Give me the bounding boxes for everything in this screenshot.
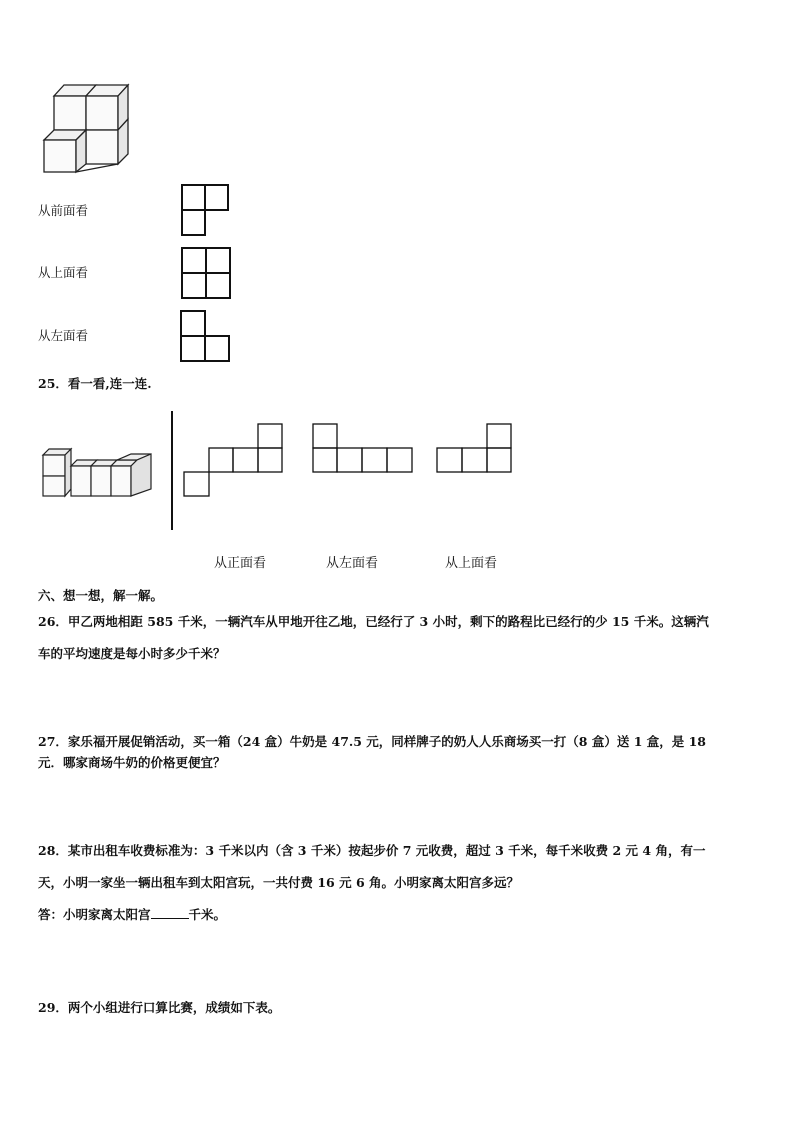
q29-line-1: 29．两个小组进行口算比赛，成绩如下表。 xyxy=(38,1000,281,1015)
q25-view-option-b xyxy=(312,423,414,475)
q27-line-2: 元．哪家商场牛奶的价格更便宜？ xyxy=(38,755,226,770)
q25-label-front: 从正面看 xyxy=(214,556,267,571)
section-6-title: 六、想一想，解一解。 xyxy=(38,588,164,603)
cube-figure-3d xyxy=(40,82,132,174)
front-view-grid xyxy=(181,184,229,238)
q25-view-option-a xyxy=(182,423,284,499)
q25-label-top: 从上面看 xyxy=(445,556,498,571)
q28-answer-suffix: 千米。 xyxy=(188,907,227,922)
q27-line-1: 27．家乐福开展促销活动，买一箱（24 盒）牛奶是 47.5 元，同样牌子的奶人人乐商场买一打（8 盒）送 1 盒，是 18 xyxy=(38,734,706,749)
q28-line-1: 28．某市出租车收费标准为：3 千米以内（含 3 千米）按起步价 7 元收费，超过 3 千米，每千米收费 2 元 4 角，有一 xyxy=(38,843,706,858)
q25-view-option-c xyxy=(436,423,514,475)
q28-answer-prefix: 答：小明家离太阳宫 xyxy=(38,907,151,922)
q25-cube-figure-3d xyxy=(41,445,153,497)
top-view-label: 从上面看 xyxy=(38,265,89,280)
left-view-grid xyxy=(180,310,230,364)
q28-answer xyxy=(38,906,226,923)
q28-answer-blank[interactable] xyxy=(151,906,189,919)
left-view-label: 从左面看 xyxy=(38,328,89,343)
q25-title: 25．看一看,连一连. xyxy=(38,376,152,391)
front-view-label: 从前面看 xyxy=(38,203,89,218)
q25-label-left: 从左面看 xyxy=(326,556,379,571)
q28-line-2: 天，小明一家坐一辆出租车到太阳宫玩，一共付费 16 元 6 角。小明家离太阳宫多远？ xyxy=(38,875,520,890)
q26-line-2: 车的平均速度是每小时多少千米？ xyxy=(38,646,226,661)
q26-line-1: 26．甲乙两地相距 585 千米，一辆汽车从甲地开往乙地，已经行了 3 小时，剩下的路程比已经行的少 15 千米。这辆汽 xyxy=(38,614,709,629)
top-view-grid xyxy=(181,247,231,301)
q25-divider xyxy=(171,411,173,530)
